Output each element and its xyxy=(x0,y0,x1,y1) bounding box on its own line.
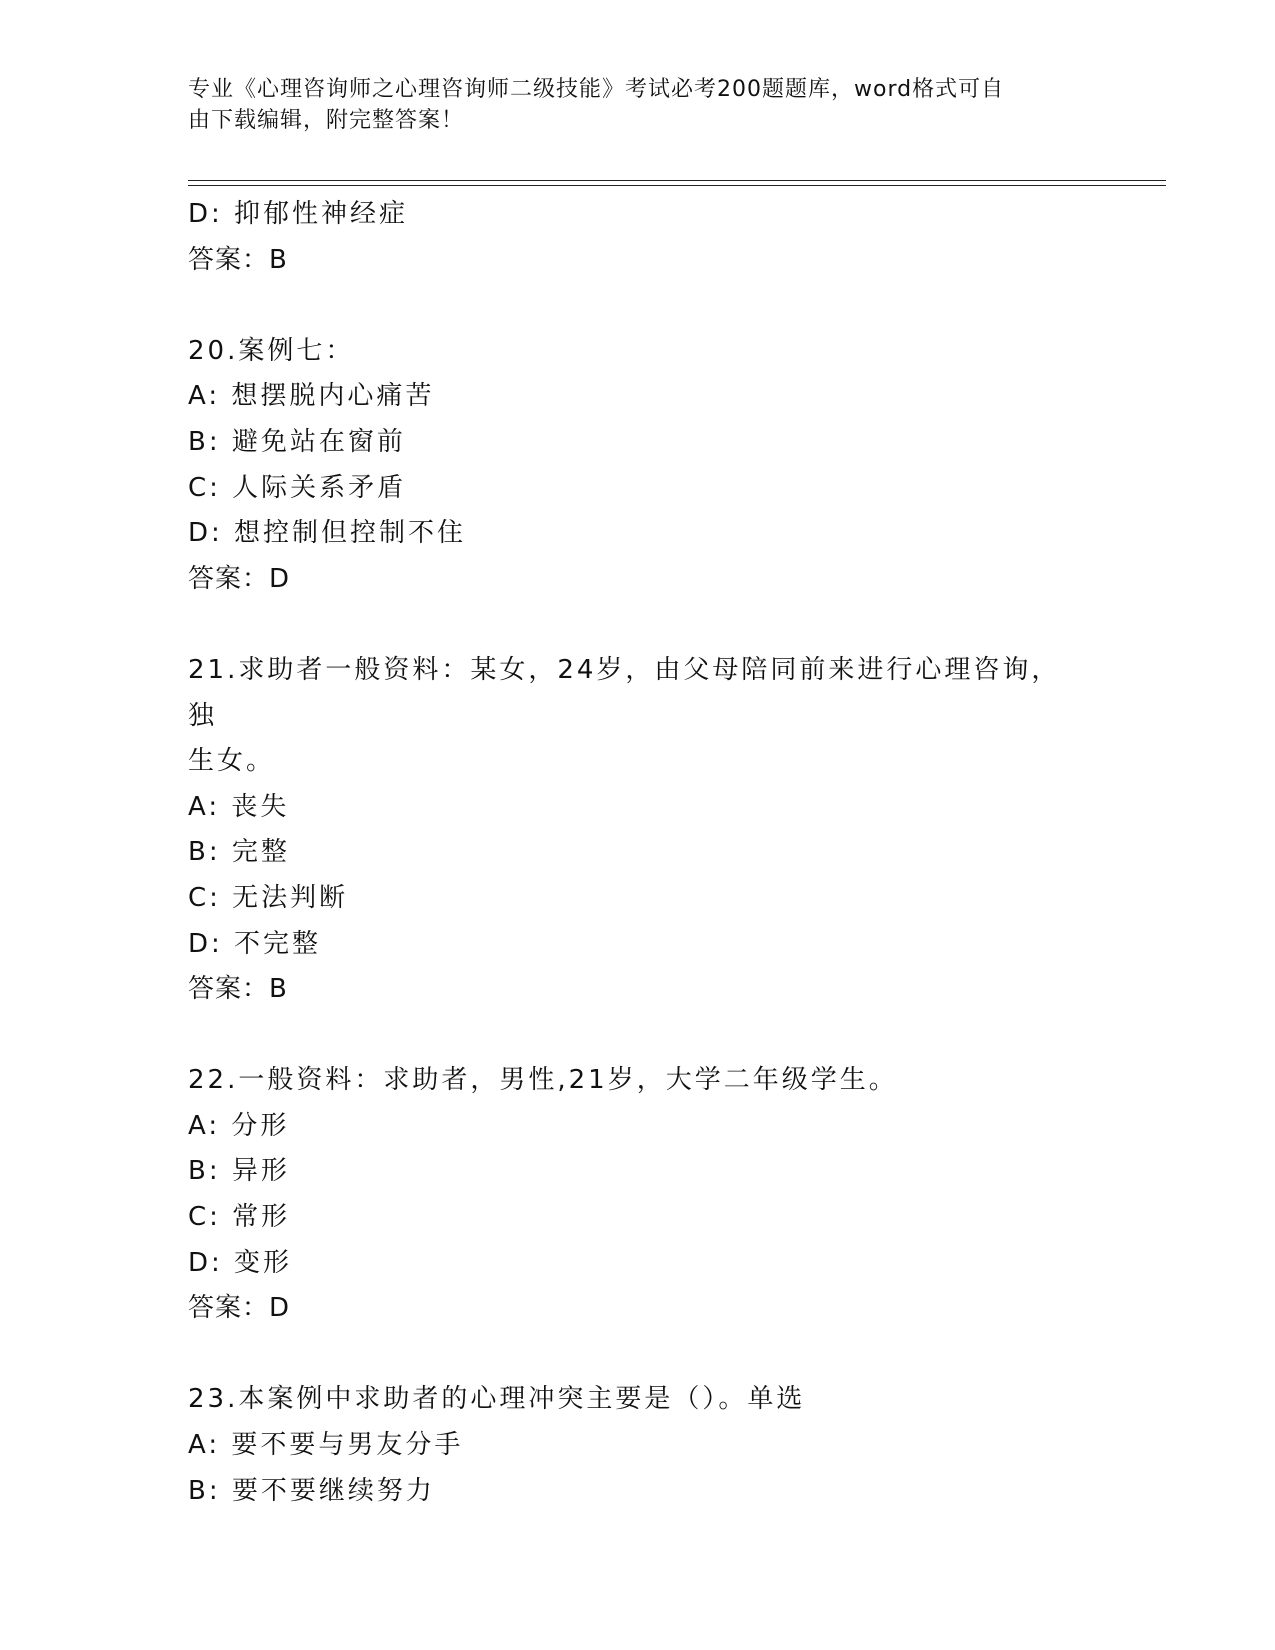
question-list xyxy=(188,192,1088,1514)
spacer xyxy=(188,1332,1088,1378)
prev-option-d: D: 抑郁性神经症 xyxy=(188,199,409,229)
question-23 xyxy=(188,1377,1088,1514)
option-b: B: 要不要继续努力 xyxy=(188,1475,435,1506)
prev-answer: 答案：B xyxy=(188,244,288,275)
document-header xyxy=(188,74,1068,136)
question-stem: 23.本案例中求助者的心理冲突主要是（）。单选 xyxy=(188,1384,806,1415)
spacer xyxy=(188,1013,1088,1059)
header-rule-bottom xyxy=(188,185,1166,186)
option-a: A: 丧失 xyxy=(188,791,290,822)
option-a: A: 要不要与男友分手 xyxy=(188,1430,464,1461)
header-line-1: 专业《心理咨询师之心理咨询师二级技能》考试必考200题题库，word格式可自 xyxy=(188,77,1005,102)
option-d: D: 想控制但控制不住 xyxy=(188,518,467,549)
question-21 xyxy=(188,648,1088,1013)
question-stem: 20.案例七： xyxy=(188,335,355,366)
option-a: A: 分形 xyxy=(188,1110,290,1141)
answer: 答案：B xyxy=(188,974,288,1005)
question-20 xyxy=(188,329,1088,603)
answer: 答案：D xyxy=(188,563,291,594)
option-a: A: 想摆脱内心痛苦 xyxy=(188,381,435,412)
option-d: D: 不完整 xyxy=(188,928,322,959)
option-c: C: 无法判断 xyxy=(188,882,349,913)
header-line-2: 由下载编辑，附完整答案！ xyxy=(188,108,465,133)
question-stem: 22.一般资料：求助者，男性,21岁，大学二年级学生。 xyxy=(188,1065,898,1096)
question-stem-line-2: 生女。 xyxy=(188,746,276,777)
option-c: C: 常形 xyxy=(188,1202,291,1233)
question-22 xyxy=(188,1058,1088,1332)
header-rule-top xyxy=(188,180,1166,181)
option-b: B: 异形 xyxy=(188,1156,290,1187)
question-stem-line-1: 21.求助者一般资料：某女，24岁，由父母陪同前来进行心理咨询，独 xyxy=(188,654,1061,731)
option-c: C: 人际关系矛盾 xyxy=(188,472,407,503)
answer: 答案：D xyxy=(188,1293,291,1324)
option-b: B: 完整 xyxy=(188,837,290,868)
spacer xyxy=(188,602,1088,648)
option-b: B: 避免站在窗前 xyxy=(188,426,406,457)
option-d: D: 变形 xyxy=(188,1247,293,1278)
spacer xyxy=(188,283,1088,329)
